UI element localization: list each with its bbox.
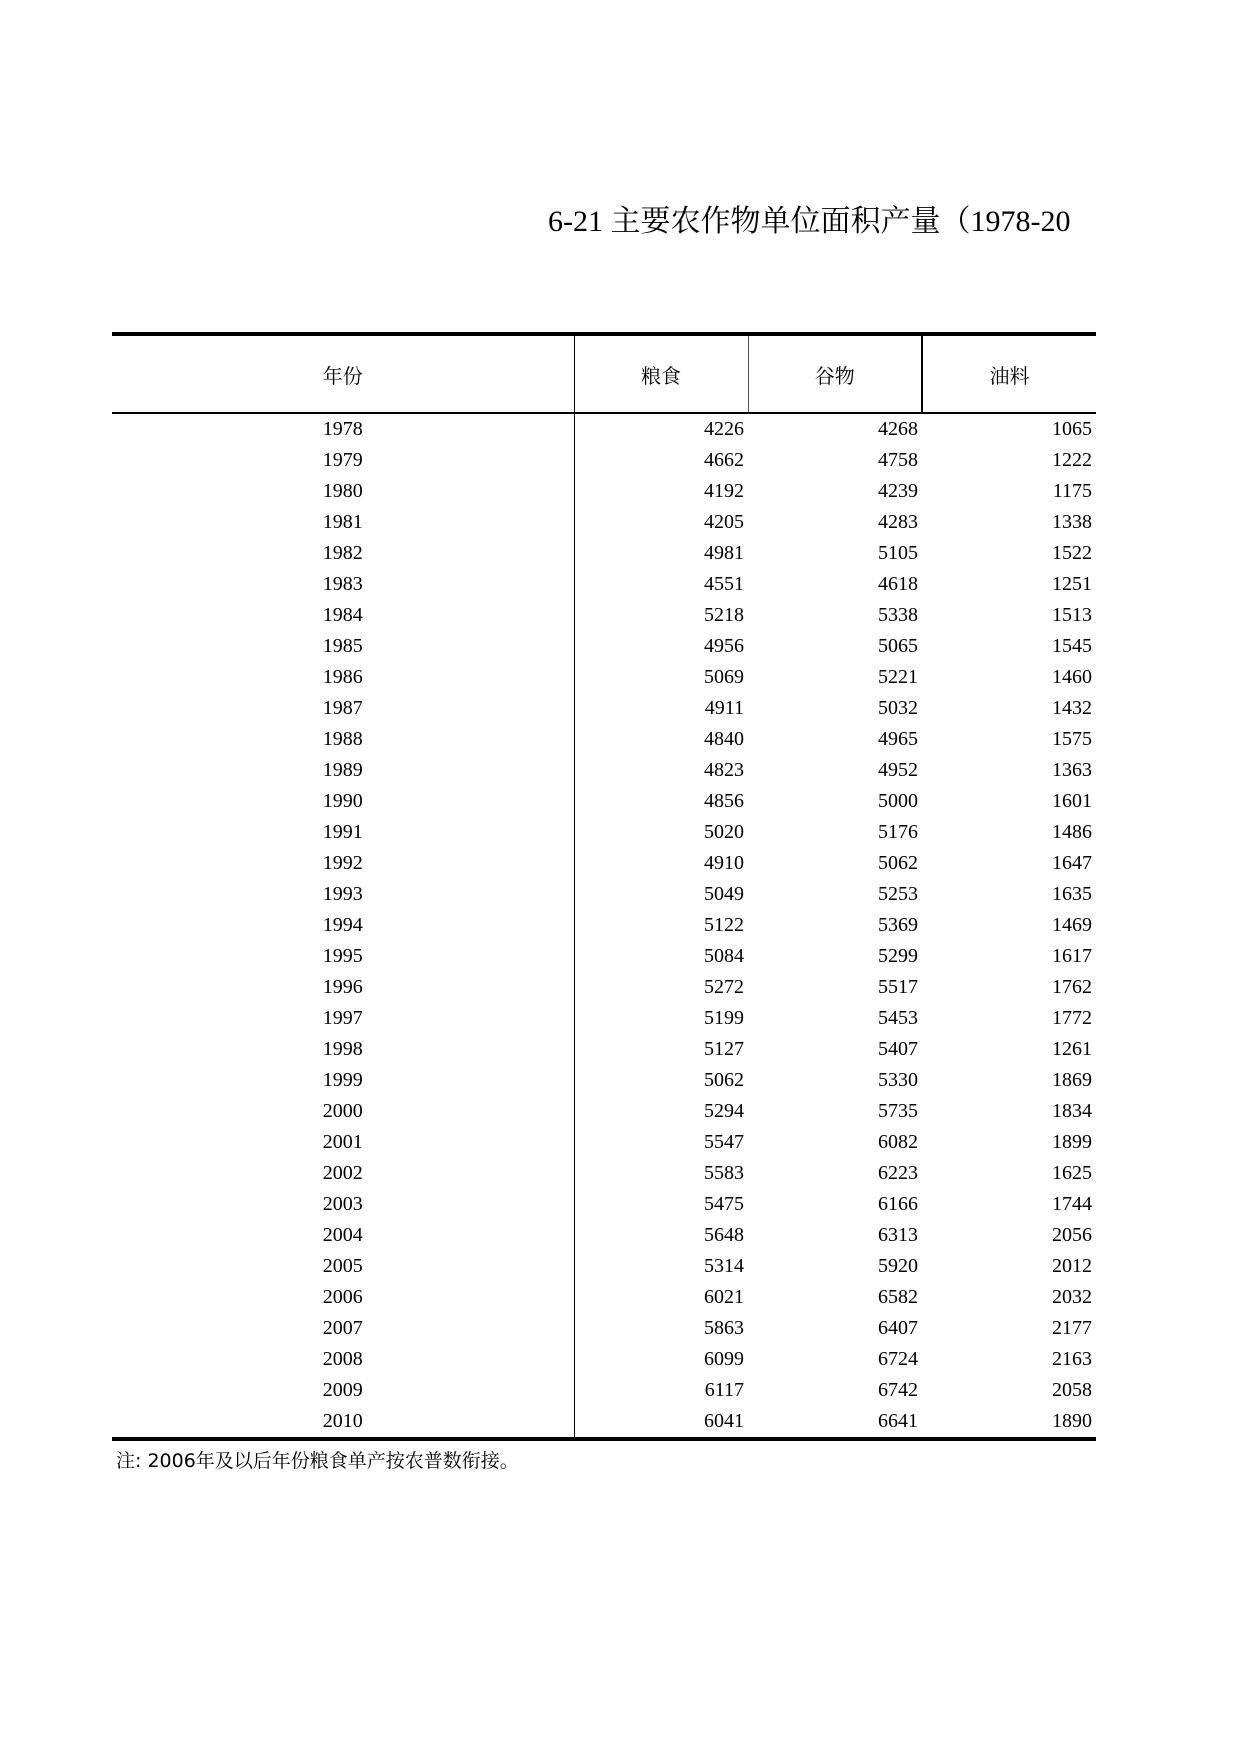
cell-cereal: 5105 (878, 542, 918, 564)
cell-cereal: 5221 (878, 666, 918, 688)
cell-oilseed: 1251 (1052, 573, 1092, 595)
table-row (112, 1158, 1096, 1189)
table-row (112, 1189, 1096, 1220)
table-row (112, 1406, 1096, 1439)
table-row (112, 631, 1096, 662)
cell-oilseed: 1522 (1052, 542, 1092, 564)
cell-cereal: 6166 (878, 1193, 918, 1215)
cell-oilseed: 1222 (1052, 449, 1092, 471)
cell-cereal: 5253 (878, 883, 918, 905)
table-row (112, 879, 1096, 910)
cell-grain: 5583 (704, 1162, 744, 1184)
table-row (112, 941, 1096, 972)
cell-cereal: 5369 (878, 914, 918, 936)
cell-year: 2002 (112, 1158, 574, 1189)
table-row (112, 538, 1096, 569)
cell-grain: 5547 (704, 1131, 744, 1153)
table-row (112, 1282, 1096, 1313)
cell-grain: 5314 (704, 1255, 744, 1277)
cell-cereal: 5176 (878, 821, 918, 843)
cell-oilseed: 1635 (1052, 883, 1092, 905)
cell-year: 1978 (112, 413, 574, 445)
table-row (112, 1127, 1096, 1158)
table-row (112, 972, 1096, 1003)
cell-year: 1989 (112, 755, 574, 786)
cell-grain: 5062 (704, 1069, 744, 1091)
cell-oilseed: 2177 (1052, 1317, 1092, 1339)
cell-year: 1993 (112, 879, 574, 910)
table-row (112, 413, 1096, 445)
cell-cereal: 6724 (878, 1348, 918, 1370)
cell-oilseed: 1545 (1052, 635, 1092, 657)
cell-year: 1987 (112, 693, 574, 724)
cell-grain: 5863 (704, 1317, 744, 1339)
cell-grain: 5127 (704, 1038, 744, 1060)
cell-year: 2008 (112, 1344, 574, 1375)
cell-grain: 5475 (704, 1193, 744, 1215)
cell-cereal: 4952 (878, 759, 918, 781)
cell-grain: 4910 (704, 852, 744, 874)
cell-grain: 5020 (704, 821, 744, 843)
cell-year: 1990 (112, 786, 574, 817)
cell-grain: 4551 (704, 573, 744, 595)
cell-grain: 5049 (704, 883, 744, 905)
cell-cereal: 4758 (878, 449, 918, 471)
cell-year: 2006 (112, 1282, 574, 1313)
cell-year: 1979 (112, 445, 574, 476)
cell-grain: 4205 (704, 511, 744, 533)
cell-cereal: 6407 (878, 1317, 918, 1339)
table-row (112, 476, 1096, 507)
cell-grain: 5272 (704, 976, 744, 998)
cell-grain: 4856 (704, 790, 744, 812)
cell-oilseed: 1175 (1052, 480, 1092, 502)
cell-cereal: 4239 (878, 480, 918, 502)
cell-year: 2003 (112, 1189, 574, 1220)
cell-cereal: 6582 (878, 1286, 918, 1308)
table-row (112, 445, 1096, 476)
cell-grain: 4840 (704, 728, 744, 750)
table-row (112, 817, 1096, 848)
cell-grain: 4226 (704, 418, 744, 440)
cell-grain: 5199 (704, 1007, 744, 1029)
cell-grain: 4911 (704, 697, 744, 719)
cell-cereal: 5299 (878, 945, 918, 967)
cell-grain: 6041 (574, 1406, 748, 1439)
table-row (112, 1344, 1096, 1375)
cell-oilseed: 1432 (1052, 697, 1092, 719)
table-row (112, 1313, 1096, 1344)
cell-oilseed: 1890 (922, 1406, 1096, 1439)
cell-cereal: 5453 (878, 1007, 918, 1029)
cell-cereal: 5920 (878, 1255, 918, 1277)
cell-oilseed: 2058 (1052, 1379, 1092, 1401)
cell-cereal: 6742 (878, 1379, 918, 1401)
cell-year: 1996 (112, 972, 574, 1003)
table-header-row (112, 334, 1096, 413)
cell-grain: 5648 (704, 1224, 744, 1246)
cell-oilseed: 1338 (1052, 511, 1092, 533)
cell-cereal: 5065 (878, 635, 918, 657)
cell-year: 1983 (112, 569, 574, 600)
cell-grain: 6021 (704, 1286, 744, 1308)
table-row (112, 910, 1096, 941)
header-oilseed: 油料 (922, 334, 1096, 413)
cell-cereal: 4283 (878, 511, 918, 533)
cell-oilseed: 1486 (1052, 821, 1092, 843)
cell-oilseed: 1762 (1052, 976, 1092, 998)
cell-grain: 4192 (704, 480, 744, 502)
table-row (112, 1034, 1096, 1065)
footnote: 注: 2006年及以后年份粮食单产按农普数衔接。 (116, 1450, 519, 1472)
cell-year: 1997 (112, 1003, 574, 1034)
cell-grain: 5122 (704, 914, 744, 936)
table-row (112, 662, 1096, 693)
cell-cereal: 6223 (878, 1162, 918, 1184)
table-row (112, 1251, 1096, 1282)
cell-year: 2000 (112, 1096, 574, 1127)
cell-cereal: 5000 (878, 790, 918, 812)
cell-oilseed: 1869 (1052, 1069, 1092, 1091)
cell-oilseed: 1513 (1052, 604, 1092, 626)
cell-year: 2005 (112, 1251, 574, 1282)
cell-cereal: 4618 (878, 573, 918, 595)
cell-oilseed: 1460 (1052, 666, 1092, 688)
cell-year: 2010 (112, 1406, 574, 1439)
cell-cereal: 4268 (878, 418, 918, 440)
page-title: 6-21 主要农作物单位面积产量（1978-20 (548, 205, 1071, 238)
cell-year: 1982 (112, 538, 574, 569)
cell-oilseed: 1575 (1052, 728, 1092, 750)
cell-grain: 5218 (704, 604, 744, 626)
cell-grain: 4823 (704, 759, 744, 781)
table-body (112, 413, 1096, 1439)
table-row (112, 755, 1096, 786)
cell-cereal: 5032 (878, 697, 918, 719)
cell-grain: 4662 (704, 449, 744, 471)
cell-year: 2001 (112, 1127, 574, 1158)
cell-year: 1999 (112, 1065, 574, 1096)
table-row (112, 1375, 1096, 1406)
table-row (112, 693, 1096, 724)
cell-oilseed: 1065 (1052, 418, 1092, 440)
cell-cereal: 5062 (878, 852, 918, 874)
cell-grain: 6099 (704, 1348, 744, 1370)
cell-grain: 5294 (704, 1100, 744, 1122)
table-row (112, 1220, 1096, 1251)
cell-oilseed: 1363 (1052, 759, 1092, 781)
header-grain: 粮食 (574, 334, 748, 413)
cell-year: 1992 (112, 848, 574, 879)
table-row (112, 786, 1096, 817)
cell-year: 1980 (112, 476, 574, 507)
table-row (112, 1065, 1096, 1096)
cell-oilseed: 2056 (1052, 1224, 1092, 1246)
table-row (112, 600, 1096, 631)
cell-cereal: 5517 (878, 976, 918, 998)
cell-oilseed: 1469 (1052, 914, 1092, 936)
cell-oilseed: 1744 (1052, 1193, 1092, 1215)
table-row (112, 1096, 1096, 1127)
cell-year: 1981 (112, 507, 574, 538)
cell-year: 1995 (112, 941, 574, 972)
cell-oilseed: 1617 (1052, 945, 1092, 967)
cell-grain: 4981 (704, 542, 744, 564)
cell-year: 1998 (112, 1034, 574, 1065)
cell-year: 1988 (112, 724, 574, 755)
table-row (112, 1003, 1096, 1034)
cell-year: 1985 (112, 631, 574, 662)
cell-year: 1994 (112, 910, 574, 941)
crop-yield-table (112, 332, 1096, 1441)
cell-grain: 4956 (704, 635, 744, 657)
cell-oilseed: 1261 (1052, 1038, 1092, 1060)
cell-cereal: 6082 (878, 1131, 918, 1153)
cell-year: 2004 (112, 1220, 574, 1251)
cell-cereal: 5338 (878, 604, 918, 626)
cell-year: 1991 (112, 817, 574, 848)
cell-year: 1984 (112, 600, 574, 631)
cell-grain: 6117 (704, 1379, 744, 1401)
header-cereal: 谷物 (748, 334, 922, 413)
cell-oilseed: 1899 (1052, 1131, 1092, 1153)
table-row (112, 507, 1096, 538)
cell-cereal: 5407 (878, 1038, 918, 1060)
cell-cereal: 4965 (878, 728, 918, 750)
cell-oilseed: 1601 (1052, 790, 1092, 812)
cell-grain: 5084 (704, 945, 744, 967)
cell-oilseed: 1834 (1052, 1100, 1092, 1122)
cell-oilseed: 1772 (1052, 1007, 1092, 1029)
cell-cereal: 6313 (878, 1224, 918, 1246)
cell-oilseed: 2012 (1052, 1255, 1092, 1277)
cell-oilseed: 1647 (1052, 852, 1092, 874)
cell-oilseed: 2032 (1052, 1286, 1092, 1308)
cell-cereal: 5330 (878, 1069, 918, 1091)
cell-year: 2009 (112, 1375, 574, 1406)
header-year: 年份 (112, 334, 574, 413)
cell-year: 1986 (112, 662, 574, 693)
table-row (112, 848, 1096, 879)
table-row (112, 569, 1096, 600)
table-row (112, 724, 1096, 755)
cell-cereal: 5735 (878, 1100, 918, 1122)
cell-grain: 5069 (704, 666, 744, 688)
cell-cereal: 6641 (748, 1406, 922, 1439)
cell-oilseed: 1625 (1052, 1162, 1092, 1184)
cell-year: 2007 (112, 1313, 574, 1344)
cell-oilseed: 2163 (1052, 1348, 1092, 1370)
